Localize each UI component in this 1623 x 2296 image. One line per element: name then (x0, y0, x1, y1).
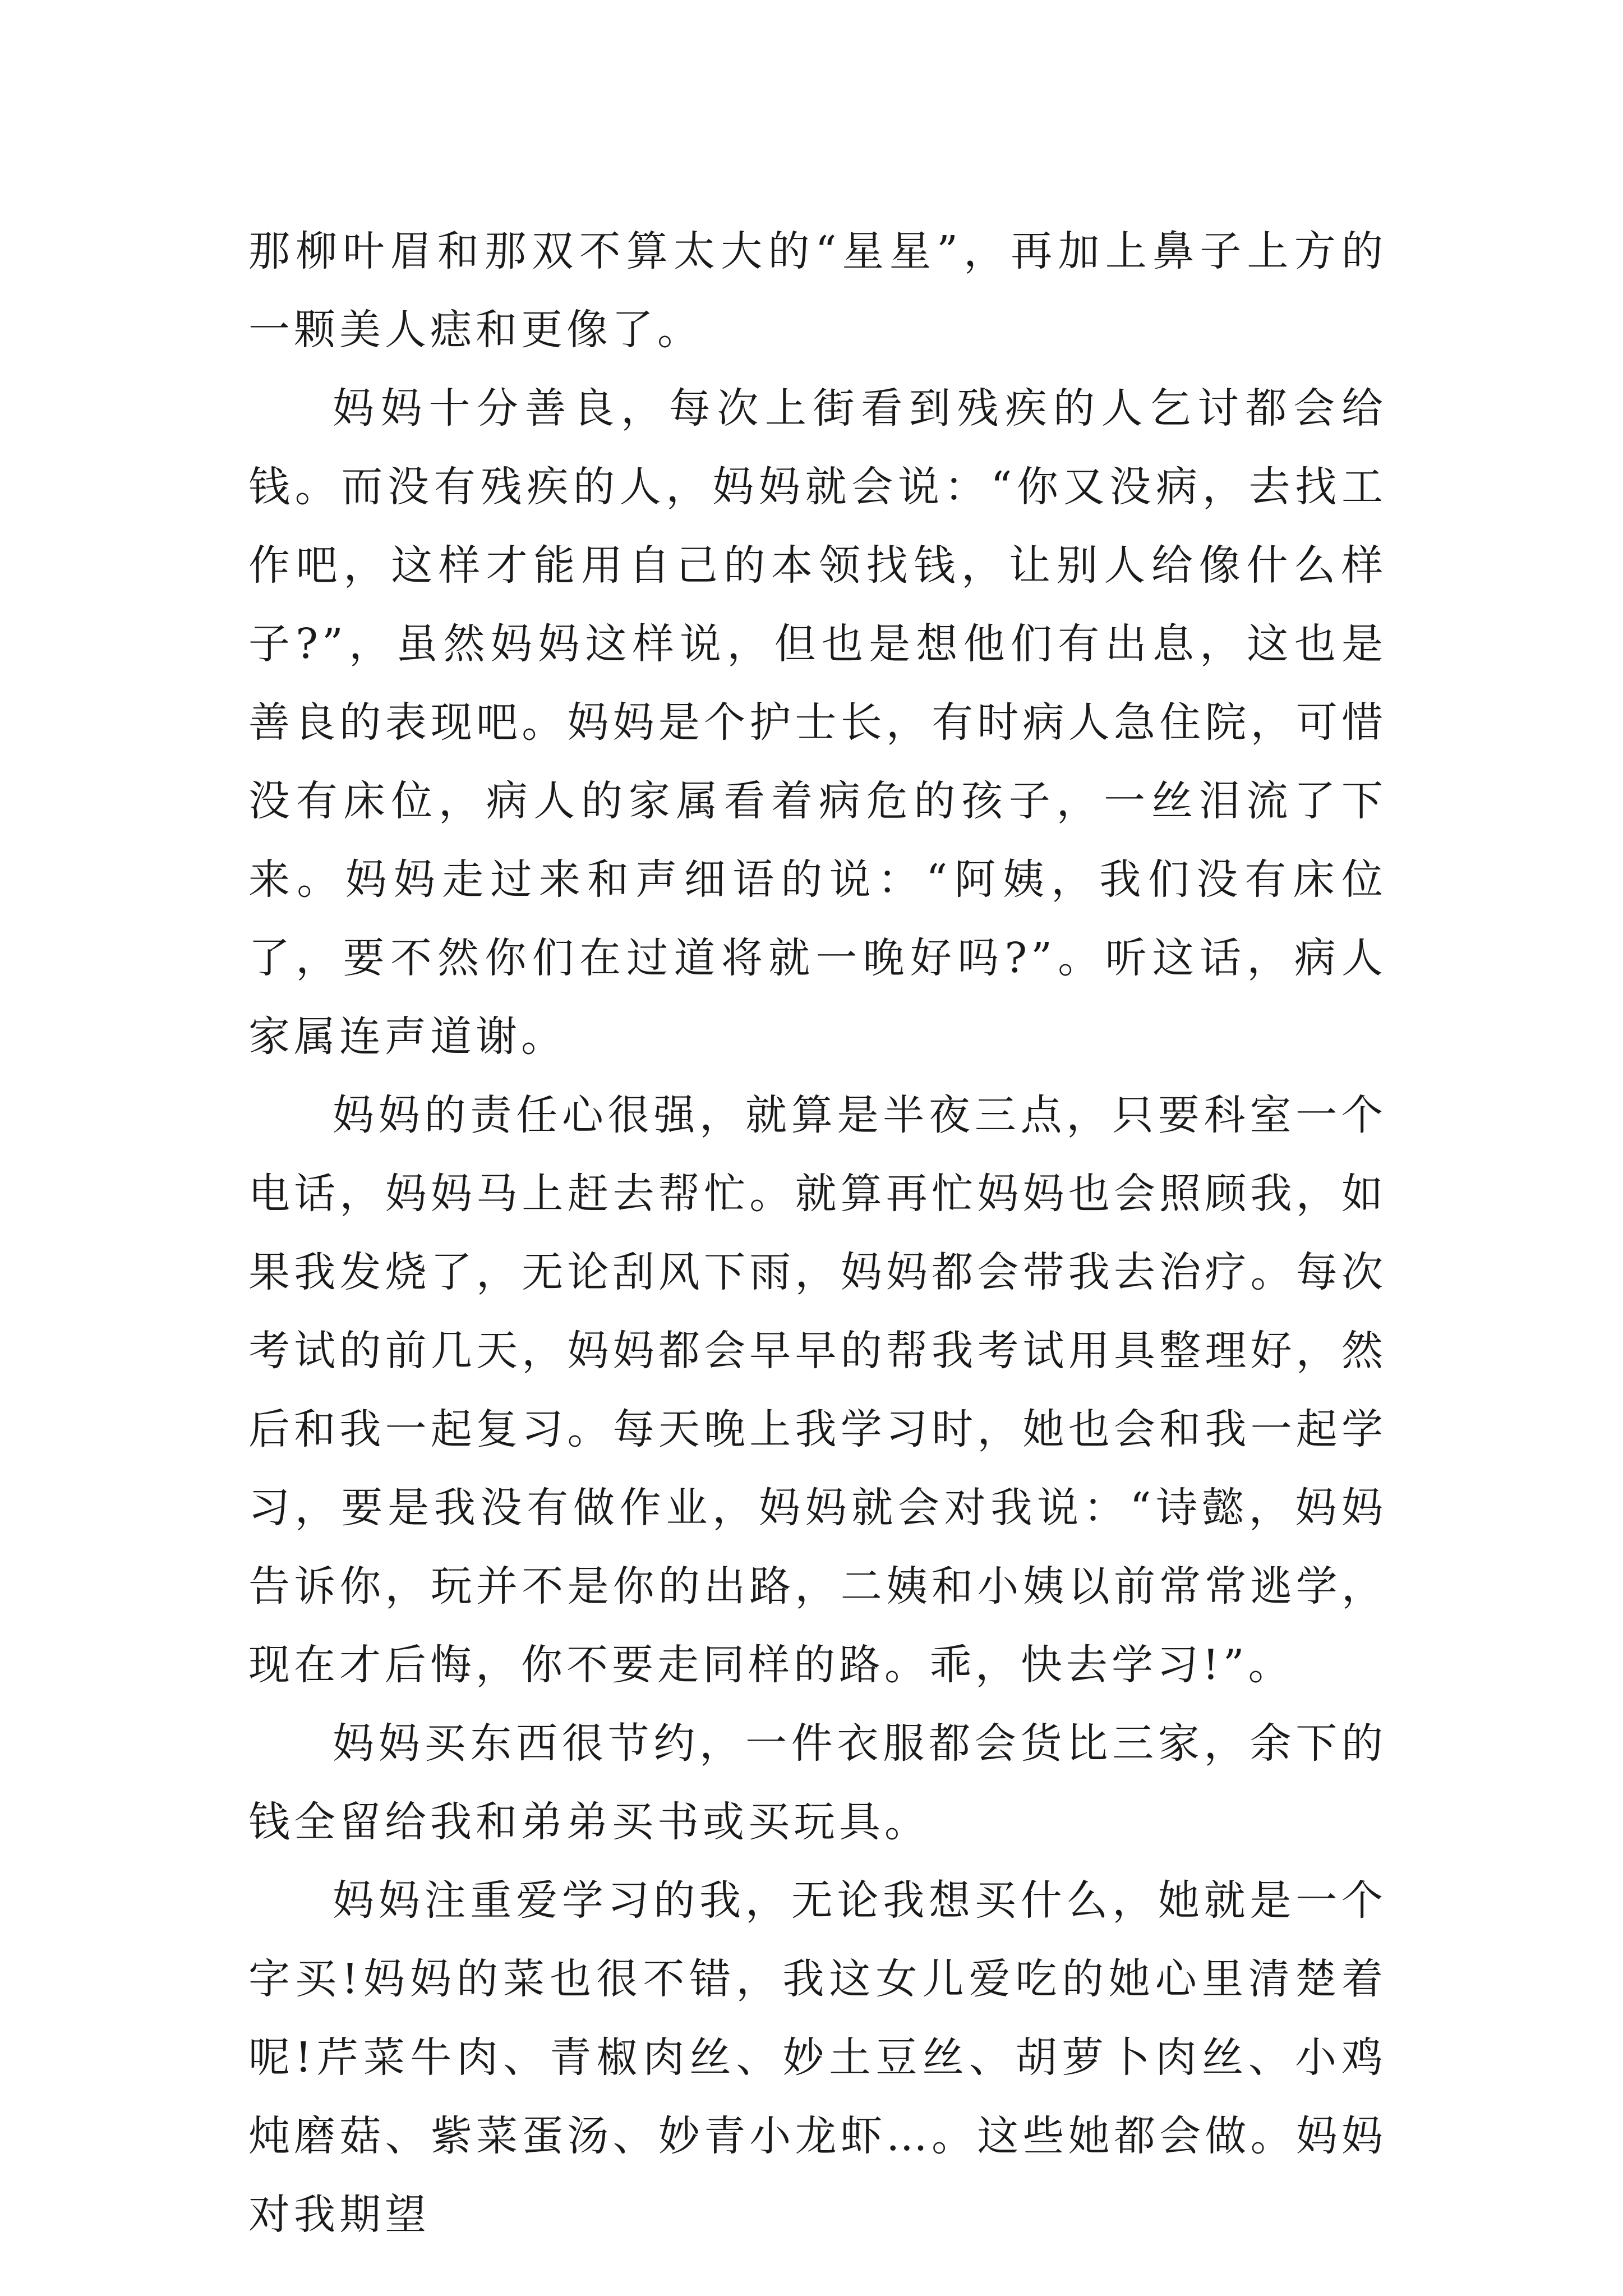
paragraph-3: 妈妈的责任心很强，就算是半夜三点，只要科室一个电话，妈妈马上赶去帮忙。就算再忙妈妈也会照顾我，如果我发烧了，无论刮风下雨，妈妈都会带我去治疗。每次考试的前几天，妈妈都会早早的帮我考试用具整理好，然后和我一起复习。每天晚上我学习时，她也会和我一起学习，要是我没有做作业，妈妈就会对我说：“诗懿，妈妈告诉你，玩并不是你的出路，二姨和小姨以前常常逃学，现在才后悔，你不要走同样的路。乖，快去学习!”。 (248, 1091, 1387, 1689)
paragraph-4: 妈妈买东西很节约，一件衣服都会货比三家，余下的钱全留给我和弟弟买书或买玩具。 (248, 1719, 1387, 1846)
document-body (248, 212, 1387, 2254)
paragraph-1: 那柳叶眉和那双不算太大的“星星”，再加上鼻子上方的一颗美人痣和更像了。 (248, 227, 1387, 354)
paragraph-5: 妈妈注重爱学习的我，无论我想买什么，她就是一个字买!妈妈的菜也很不错，我这女儿爱吃的她心里清楚着呢!芹菜牛肉、青椒肉丝、妙土豆丝、胡萝卜肉丝、小鸡炖磨菇、紫菜蛋汤、妙青小龙虾…。这些她都会做。妈妈对我期望 (248, 1876, 1387, 2239)
paragraph-2: 妈妈十分善良，每次上街看到残疾的人乞讨都会给钱。而没有残疾的人，妈妈就会说：“你又没病，去找工作吧，这样才能用自己的本领找钱，让别人给像什么样子?”，虽然妈妈这样说，但也是想他们有出息，这也是善良的表现吧。妈妈是个护士长，有时病人急住院，可惜没有床位，病人的家属看着病危的孩子，一丝泪流了下来。妈妈走过来和声细语的说：“阿姨，我们没有床位了，要不然你们在过道将就一晚好吗?”。听这话，病人家属连声道谢。 (248, 384, 1387, 1061)
